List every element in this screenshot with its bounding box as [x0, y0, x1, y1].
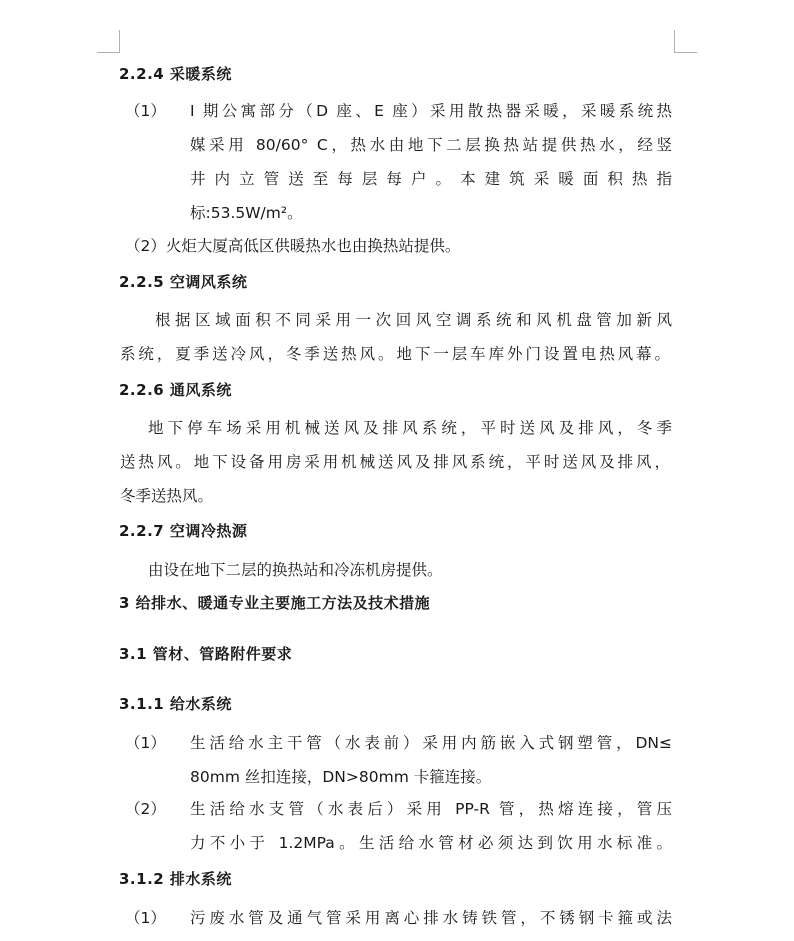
section-heading-2-2-7: 2.2.7 空调冷热源	[119, 522, 248, 540]
paragraph-line: 冬季送热风。	[120, 487, 214, 505]
paragraph-line: 污废水管及通气管采用离心排水铸铁管，不锈钢卡箍或法	[190, 909, 672, 927]
paragraph-line: 井 内 立 管 送 至 每 层 每 户 。 本 建 筑 采 暖 面 积 热 指	[190, 170, 672, 188]
paragraph-line: 媒采用 80/60° C，热水由地下二层换热站提供热水，经竖	[190, 136, 672, 154]
paragraph-line: 生活给水支管（水表后）采用 PP-R 管，热熔连接，管压	[190, 800, 672, 818]
section-heading-3-1-1: 3.1.1 给水系统	[119, 695, 232, 713]
paragraph-line: （2）火炬大厦高低区供暖热水也由换热站提供。	[125, 237, 461, 255]
paragraph-line: 80mm 丝扣连接，DN>80mm 卡箍连接。	[190, 768, 492, 786]
section-heading-2-2-6: 2.2.6 通风系统	[119, 381, 232, 399]
crop-mark-top-right	[674, 30, 697, 53]
paragraph-line: 标:53.5W/m²。	[190, 204, 303, 222]
paragraph-line: 根据区域面积不同采用一次回风空调系统和风机盘管加新风	[155, 311, 672, 329]
list-marker: （1）	[125, 909, 166, 927]
section-heading-3-1: 3.1 管材、管路附件要求	[119, 645, 293, 663]
section-heading-2-2-5: 2.2.5 空调风系统	[119, 273, 248, 291]
section-heading-3: 3 给排水、暖通专业主要施工方法及技术措施	[119, 594, 431, 612]
section-heading-2-2-4: 2.2.4 采暖系统	[119, 65, 232, 83]
paragraph-line: 系统，夏季送冷风，冬季送热风。地下一层车库外门设置电热风幕。	[120, 345, 670, 363]
paragraph-line: 生活给水主干管（水表前）采用内筋嵌入式钢塑管，DN≤	[190, 734, 672, 752]
list-marker: （1）	[125, 734, 166, 752]
paragraph-line: 地下停车场采用机械送风及排风系统，平时送风及排风，冬季	[148, 419, 672, 437]
list-marker: （1）	[125, 102, 166, 120]
paragraph-line: I 期公寓部分（D 座、E 座）采用散热器采暖，采暖系统热	[190, 102, 672, 120]
paragraph-line: 由设在地下二层的换热站和冷冻机房提供。	[148, 561, 443, 579]
paragraph-line: 力不小于 1.2MPa。生活给水管材必须达到饮用水标准。	[190, 834, 672, 852]
list-marker: （2）	[125, 800, 166, 818]
crop-mark-top-left	[97, 30, 120, 53]
section-heading-3-1-2: 3.1.2 排水系统	[119, 870, 232, 888]
paragraph-line: 送热风。地下设备用房采用机械送风及排风系统，平时送风及排风，	[120, 453, 670, 471]
